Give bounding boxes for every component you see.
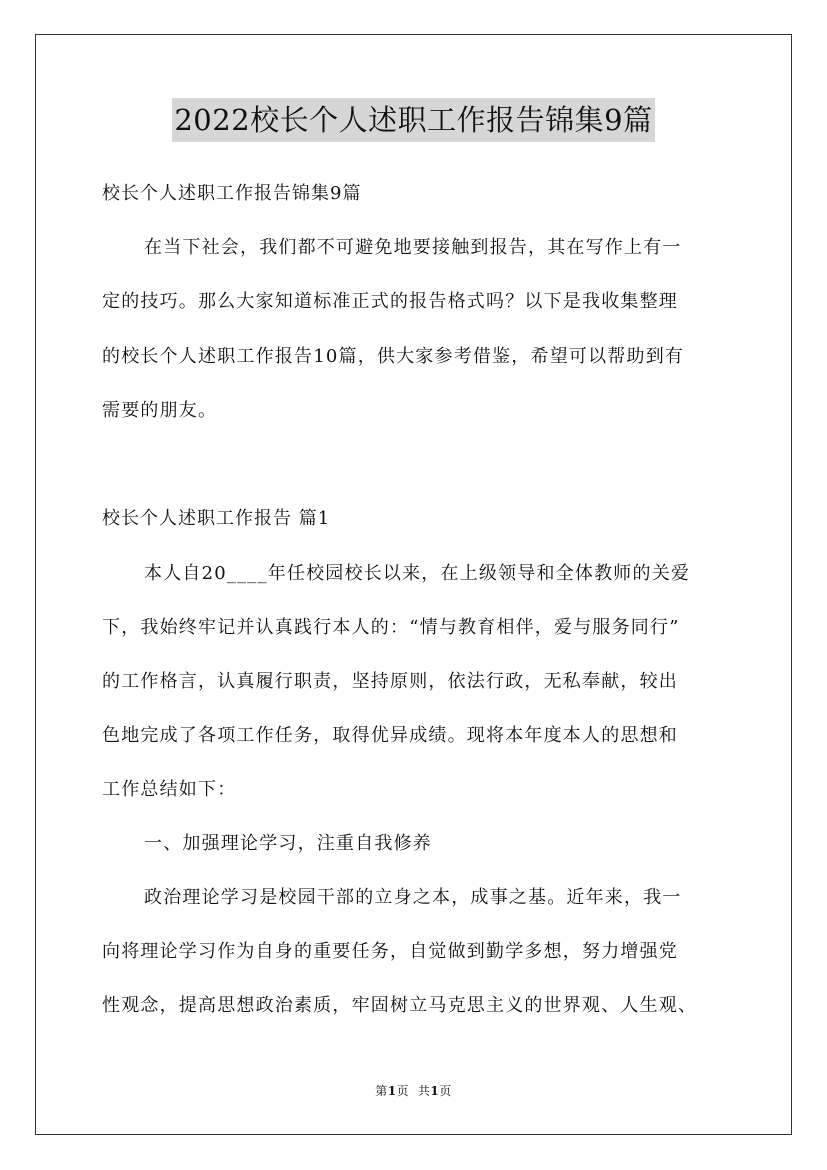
document-subtitle: 校长个人述职工作报告锦集9篇 xyxy=(102,183,362,204)
page-number: 1 xyxy=(387,1084,397,1098)
body-line-2: 下，我始终牢记并认真践行本人的：“情与教育相伴，爱与服务同行” xyxy=(102,617,680,638)
total-label-suffix: 页 xyxy=(439,1084,452,1098)
intro-line-3: 的校长个人述职工作报告10篇，供大家参考借鉴，希望可以帮助到有 xyxy=(102,346,685,367)
page-label-suffix: 页 xyxy=(396,1084,410,1098)
sub-heading: 一、加强理论学习，注重自我修养 xyxy=(144,833,432,854)
body2-line-1: 政治理论学习是校园干部的立身之本，成事之基。近年来，我一 xyxy=(144,887,682,908)
body-line-1: 本人自20____年任校园校长以来，在上级领导和全体教师的关爱 xyxy=(144,563,691,584)
document-title xyxy=(0,98,827,142)
total-pages: 1 xyxy=(430,1084,440,1098)
body-line-4: 色地完成了各项工作任务，取得优异成绩。现将本年度本人的思想和 xyxy=(102,725,678,746)
page-footer xyxy=(0,1083,827,1099)
total-label-prefix: 共 xyxy=(417,1084,431,1098)
document-title-text: 2022校长个人述职工作报告锦集9篇 xyxy=(172,98,654,142)
body2-line-2: 向将理论学习作为自身的重要任务，自觉做到勤学多想，努力增强党 xyxy=(102,941,678,962)
section-heading: 校长个人述职工作报告 篇1 xyxy=(102,508,331,529)
intro-line-4: 需要的朋友。 xyxy=(102,400,218,421)
body-line-5: 工作总结如下： xyxy=(102,779,237,800)
body-line-3: 的工作格言，认真履行职责，坚持原则，依法行政，无私奉献，较出 xyxy=(102,671,678,692)
page-label-prefix: 第 xyxy=(375,1084,388,1098)
body2-line-3: 性观念，提高思想政治素质，牢固树立马克思主义的世界观、人生观、 xyxy=(102,995,698,1016)
intro-line-1: 在当下社会，我们都不可避免地要接触到报告，其在写作上有一 xyxy=(144,237,682,258)
intro-line-2: 定的技巧。那么大家知道标准正式的报告格式吗？以下是我收集整理 xyxy=(102,291,678,312)
